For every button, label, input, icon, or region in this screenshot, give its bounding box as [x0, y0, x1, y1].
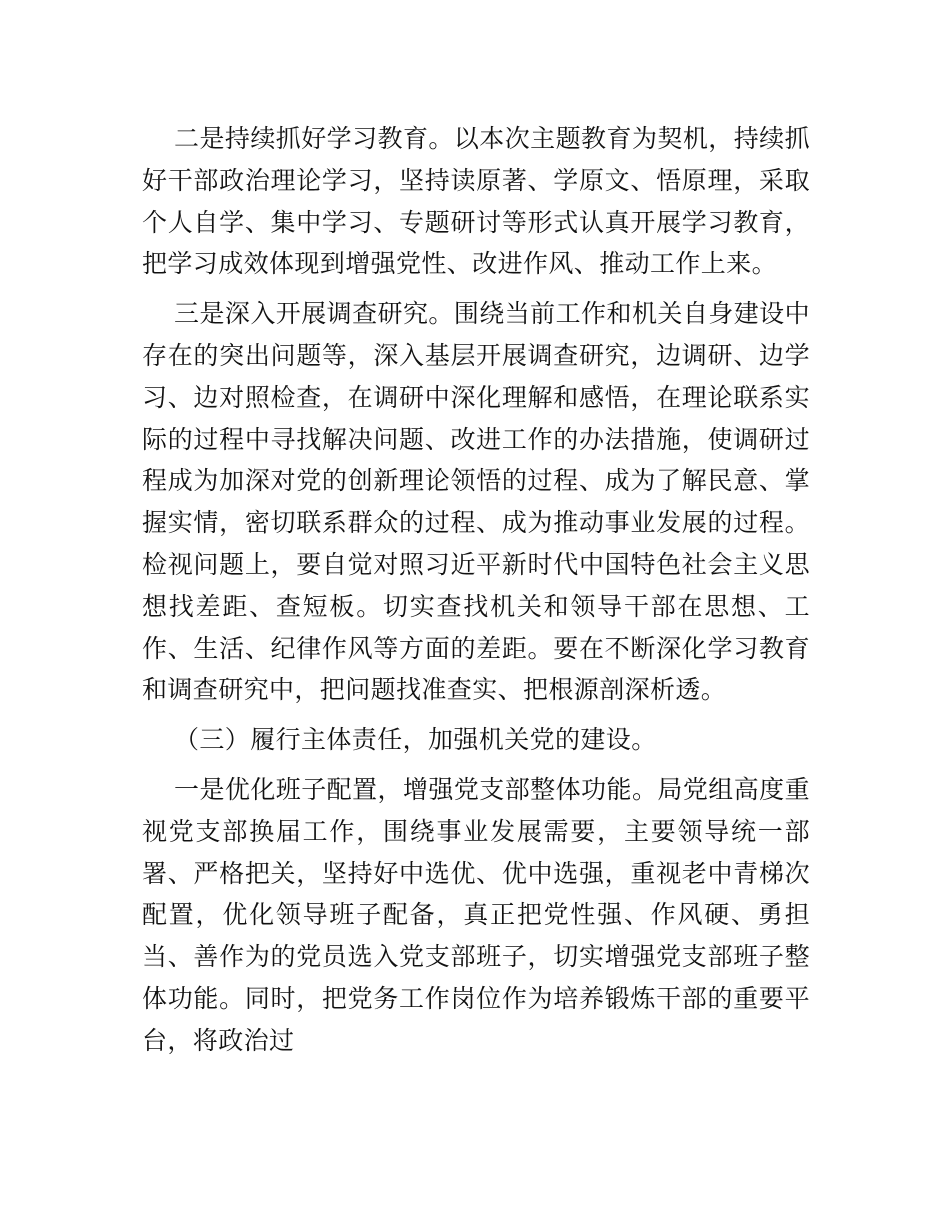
paragraph-study-education: 二是持续抓好学习教育。以本次主题教育为契机，持续抓好干部政治理论学习，坚持读原著、学原文、悟原理，采取个人自学、集中学习、专题研讨等形式认真开展学习教育，把学习成效体现到增强党性、改进作风、推动工作上来。: [142, 124, 810, 279]
paragraph-investigation-research: 三是深入开展调查研究。围绕当前工作和机关自身建设中存在的突出问题等，深入基层开展调查研究，边调研、边学习、边对照检查，在调研中深化理解和感悟，在理论联系实际的过程中寻找解决问题、改进工作的办法措施，使调研过程成为加深对党的创新理论领悟的过程、成为了解民意、掌握实情，密切联系群众的过程、成为推动事业发展的过程。检视问题上，要自觉对照习近平新时代中国特色社会主义思想找差距、查短板。切实查找机关和领导干部在思想、工作、生活、纪律作风等方面的差距。要在不断深化学习教育和调查研究中，把问题找准查实、把根源剖深析透。: [142, 299, 810, 705]
section-heading-party-building: （三）履行主体责任，加强机关党的建设。: [174, 725, 657, 755]
paragraph-team-configuration: 一是优化班子配置，增强党支部整体功能。局党组高度重视党支部换届工作，围绕事业发展需要，主要领导统一部署、严格把关，坚持好中选优、优中选强，重视老中青梯次配置，优化领导班子配备，真正把党性强、作风硬、勇担当、善作为的党员选入党支部班子，切实增强党支部班子整体功能。同时，把党务工作岗位作为培养锻炼干部的重要平台，将政治过: [142, 774, 810, 1055]
document-page: [142, 118, 810, 1062]
